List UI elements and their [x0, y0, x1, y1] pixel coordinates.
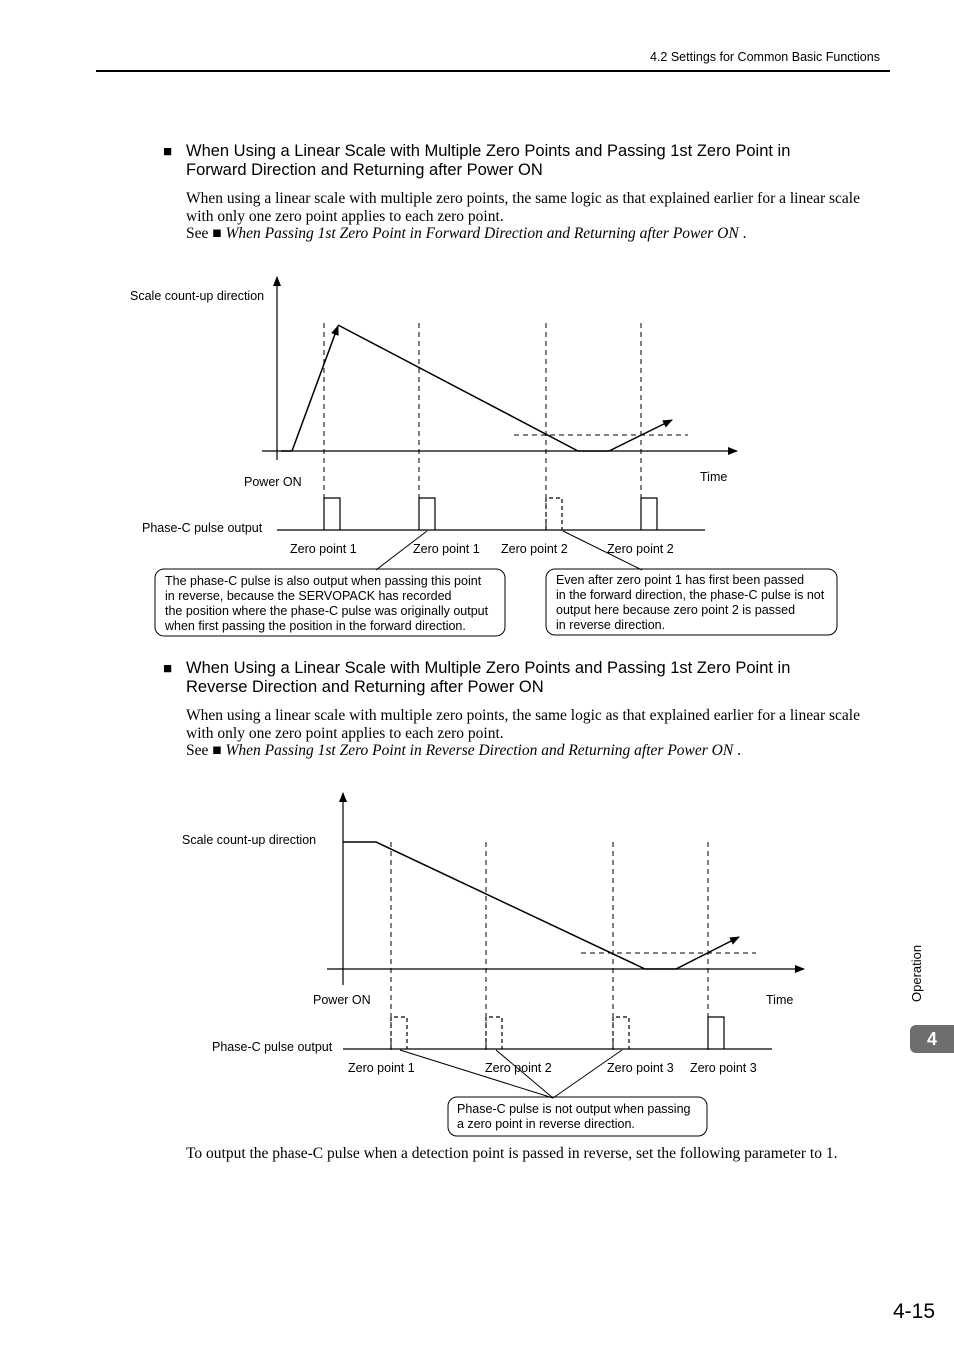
callout-line: The phase-C pulse is also output when passing this point [165, 574, 482, 588]
pulse-output-label: Phase-C pulse output [212, 1040, 333, 1054]
phase-c-pulse [419, 498, 435, 530]
position-trace [281, 326, 338, 451]
phase-c-pulse-suppressed [546, 498, 562, 530]
power-on-label: Power ON [244, 475, 302, 489]
phase-c-pulse [641, 498, 657, 530]
y-axis-label: Scale count-up direction [130, 289, 265, 303]
callout-line: Phase-C pulse is not output when passing [457, 1102, 691, 1116]
heading-line: When Using a Linear Scale with Multiple Zero Points and Passing 1st Zero Point in [186, 659, 791, 677]
zero-point-label: Zero point 3 [607, 1061, 674, 1075]
heading-line: When Using a Linear Scale with Multiple Zero Points and Passing 1st Zero Point in [186, 142, 791, 160]
callout-line: in the forward direction, the phase-C pulse is not [556, 588, 825, 602]
zero-point-label: Zero point 1 [290, 542, 357, 556]
callout-line: in reverse, because the SERVOPACK has recorded [165, 589, 452, 603]
callout-text-right [556, 573, 836, 633]
phase-c-pulse-suppressed [391, 1017, 407, 1049]
y-axis-label: Scale count-up direction [182, 833, 317, 847]
see-reference [186, 742, 896, 760]
see-prefix: See [186, 742, 209, 759]
page-number: 4-15 [893, 1300, 936, 1323]
position-trace [343, 842, 739, 969]
time-label: Time [766, 993, 794, 1007]
zero-point-label: Zero point 2 [501, 542, 568, 556]
callout-line: the position where the phase-C pulse was originally output [165, 604, 489, 618]
phase-c-pulse [324, 498, 340, 530]
zero-point-label: Zero point 3 [690, 1061, 757, 1075]
callout-text-left [165, 574, 505, 634]
heading-line: Reverse Direction and Returning after Power ON [186, 678, 544, 696]
heading-line: Forward Direction and Returning after Power ON [186, 161, 543, 179]
cross-reference-link[interactable]: ■ When Passing 1st Zero Point in Forward Direction and Returning after Power ON [212, 225, 739, 242]
callout-line: a zero point in reverse direction. [457, 1117, 635, 1131]
phase-c-pulse-suppressed [486, 1017, 502, 1049]
cross-reference-link[interactable]: ■ When Passing 1st Zero Point in Reverse Direction and Returning after Power ON [212, 742, 734, 759]
callout-text [457, 1102, 707, 1132]
position-trace [338, 325, 672, 451]
section-paragraph-reverse [186, 707, 896, 760]
paragraph-line: with only one zero point applies to each zero point. [186, 724, 504, 742]
callout-line: Even after zero point 1 has first been passed [556, 573, 805, 587]
phase-c-pulse [708, 1017, 724, 1049]
power-on-label: Power ON [313, 993, 371, 1007]
paragraph-line: When using a linear scale with multiple zero points, the same logic as that explained earlier for a linear scale [186, 707, 860, 724]
chapter-tab[interactable]: 4 [910, 1025, 954, 1053]
square-bullet-icon: ■ [163, 143, 173, 160]
zero-point-label: Zero point 2 [607, 542, 674, 556]
zero-point-label: Zero point 2 [485, 1061, 552, 1075]
callout-line: output here because zero point 2 is passed [556, 603, 796, 617]
see-prefix: See [186, 225, 209, 242]
phase-c-pulse-suppressed [613, 1017, 629, 1049]
paragraph-line: with only one zero point applies to each zero point. [186, 207, 504, 225]
square-bullet-icon: ■ [163, 660, 173, 677]
paragraph-line: When using a linear scale with multiple zero points, the same logic as that explained earlier for a linear scale [186, 190, 860, 207]
see-suffix: . [737, 742, 741, 759]
pulse-output-label: Phase-C pulse output [142, 521, 263, 535]
running-header: 4.2 Settings for Common Basic Functions [650, 50, 880, 64]
see-suffix: . [742, 225, 747, 242]
zero-point-label: Zero point 1 [413, 542, 480, 556]
chapter-name: Operation [909, 944, 924, 1002]
callout-line: when first passing the position in the forward direction. [165, 619, 466, 633]
time-label: Time [700, 470, 728, 484]
chapter-side-label [904, 940, 934, 1005]
zero-point-label: Zero point 1 [348, 1061, 415, 1075]
callout-line: in reverse direction. [556, 618, 666, 632]
section-heading-reverse [186, 659, 886, 697]
closing-paragraph: To output the phase-C pulse when a detection point is passed in reverse, set the following parameter to 1. [186, 1145, 838, 1162]
